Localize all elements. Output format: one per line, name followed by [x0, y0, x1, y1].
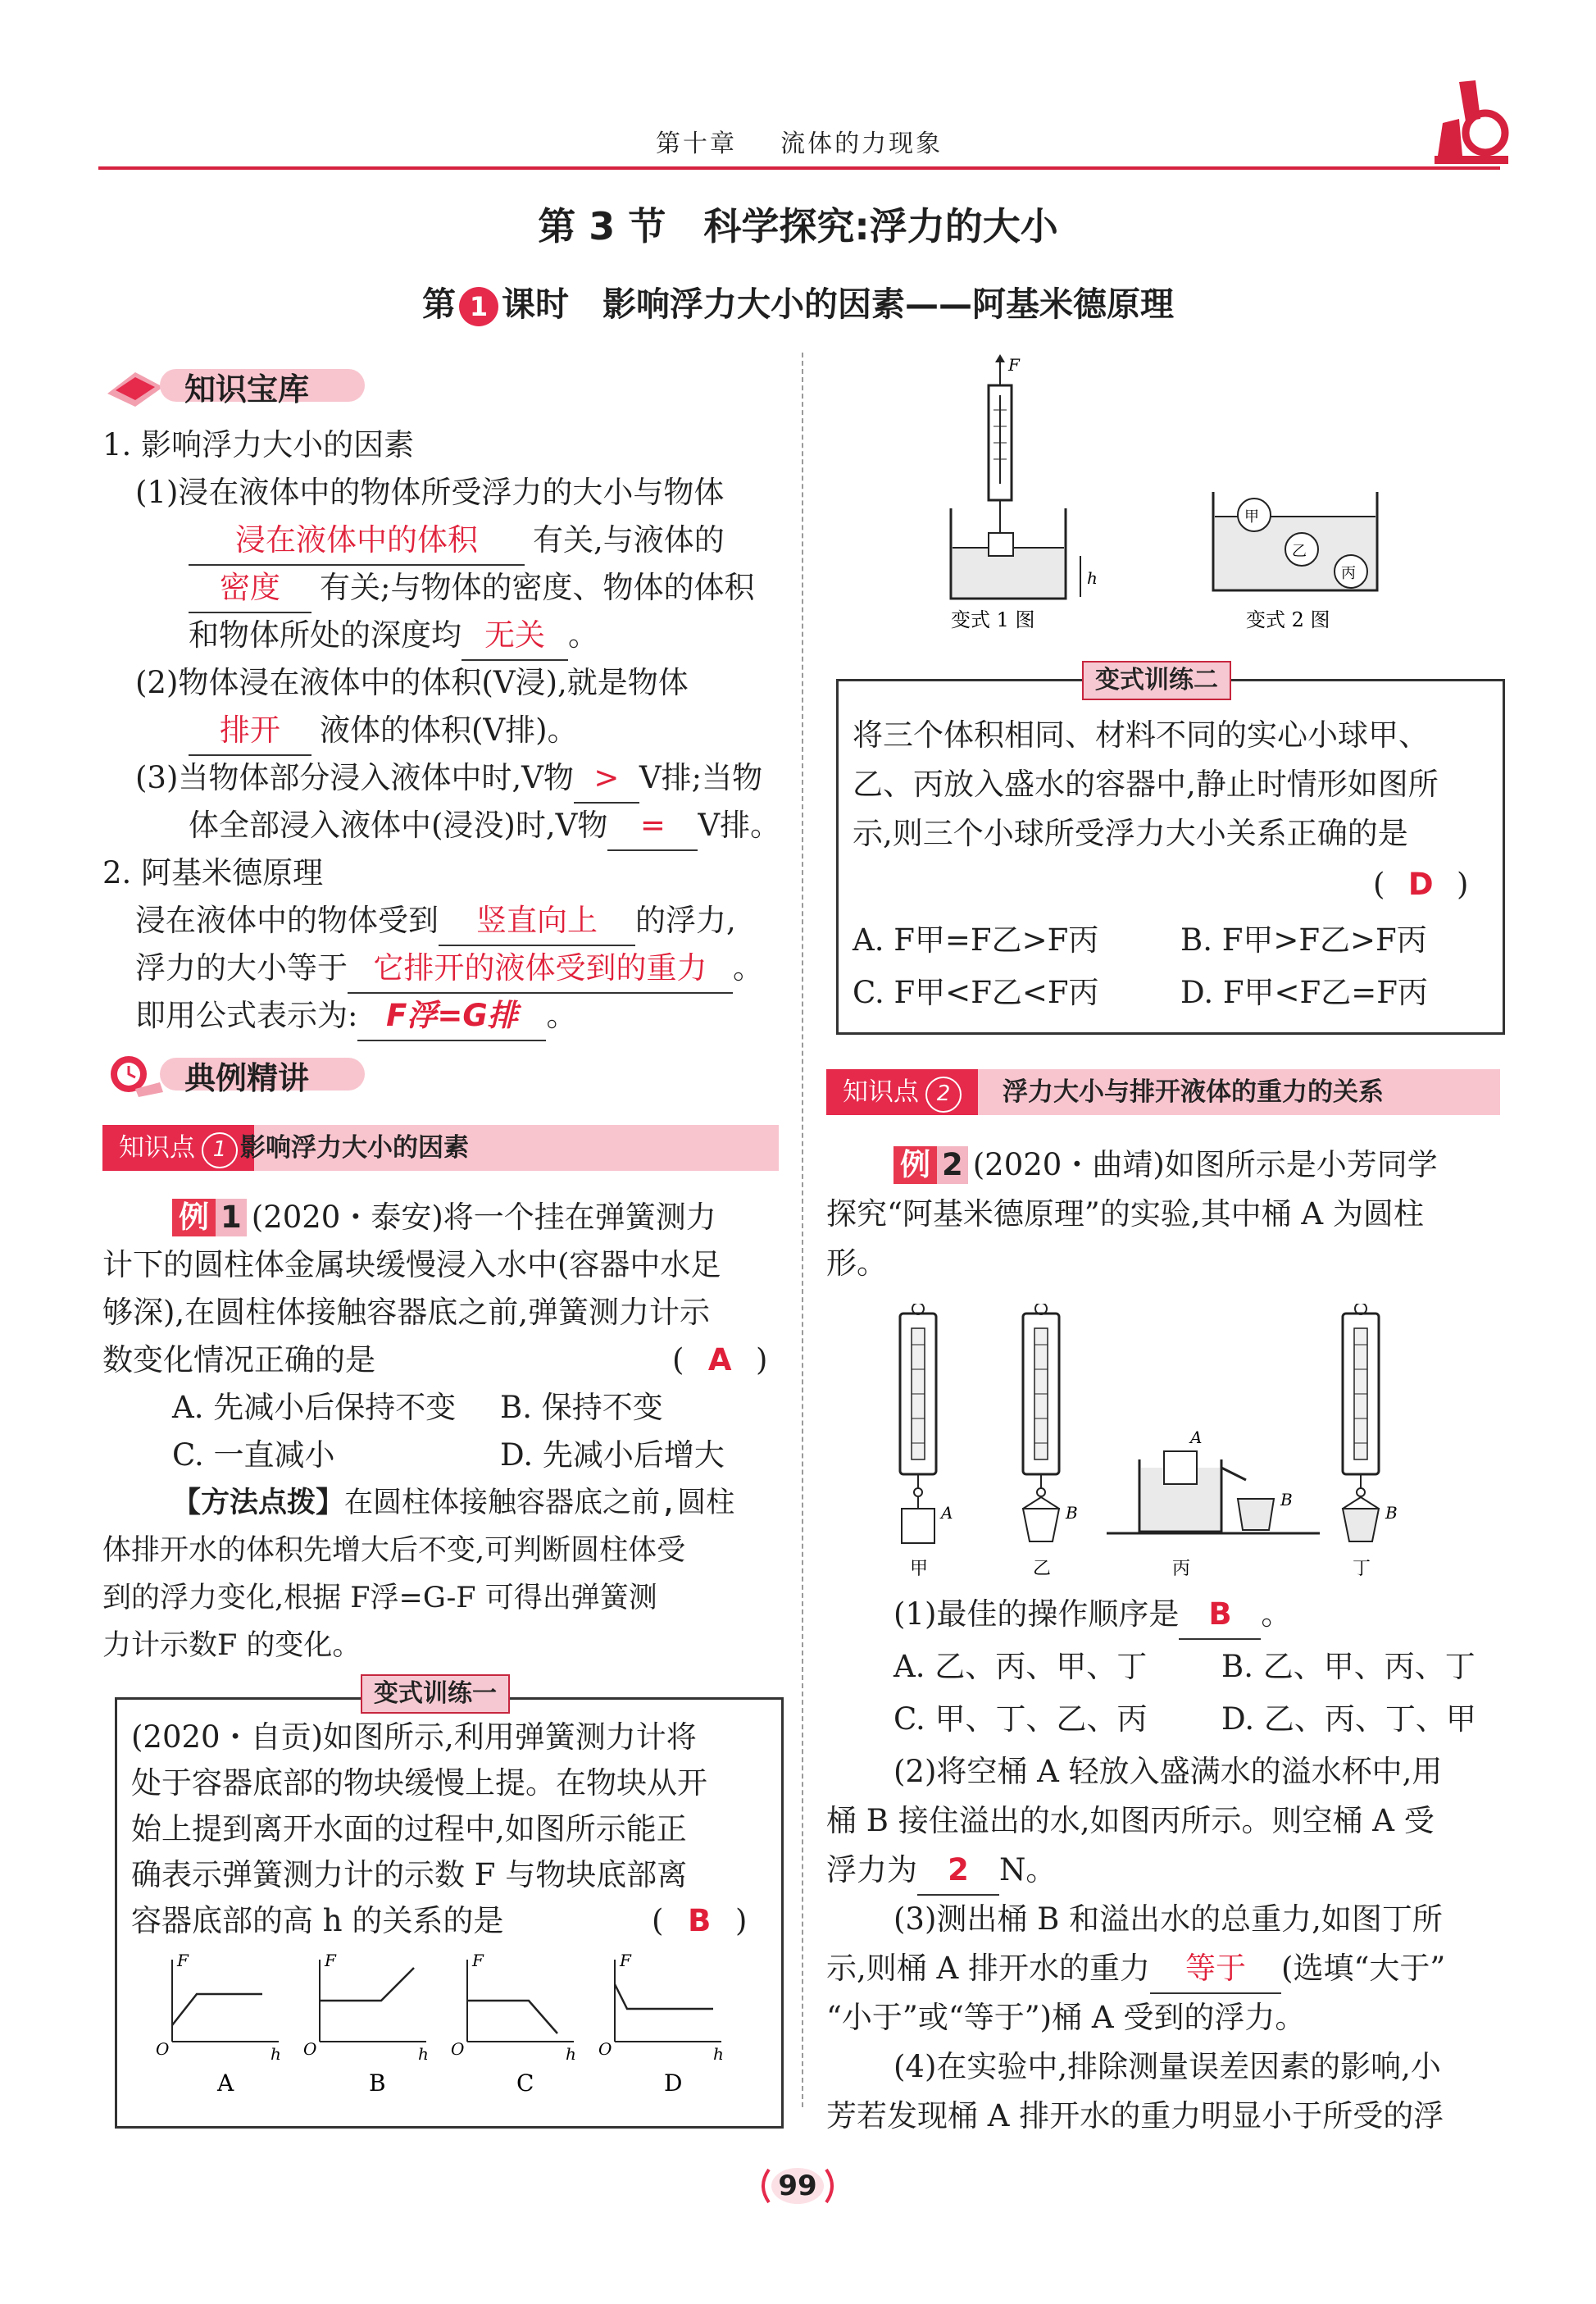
- answer: A: [707, 1342, 732, 1377]
- var2-answer: ( D ): [1373, 861, 1468, 908]
- kp1-title: 影响浮力大小的因素: [240, 1133, 469, 1163]
- kp1-label: [102, 1125, 254, 1171]
- answer: B: [688, 1903, 712, 1938]
- graph-c: [451, 1951, 576, 2097]
- var1-l2: 处于容器底部的物块缓慢上提。在物块从开: [131, 1765, 707, 1801]
- k-p1-l4: [189, 612, 598, 661]
- k-p3-l1: [135, 754, 762, 804]
- example-number: 1: [216, 1199, 247, 1236]
- answer-blank: 排开: [189, 707, 311, 756]
- text: N。: [999, 1852, 1057, 1887]
- answer-blank: F浮=G排: [357, 992, 546, 1041]
- text: 在圆柱体接触容器底之前,圆柱: [344, 1487, 735, 1519]
- answer-blank: 等于: [1150, 1945, 1281, 1994]
- text: 体全部浸入液体中(浸没)时,V物: [189, 808, 608, 843]
- graph-a: [156, 1951, 281, 2097]
- text: 。: [568, 617, 598, 653]
- ex1-l3: 够深),在圆柱体接触容器底之前,弹簧测力计示: [102, 1295, 710, 1330]
- answer-blank: 它排开的液体受到的重力: [348, 945, 733, 994]
- header-rule: [98, 166, 1500, 170]
- text: 。: [546, 998, 577, 1033]
- depth-label: h: [1087, 568, 1098, 588]
- graph-label: D: [664, 2070, 683, 2097]
- text: V排。: [698, 808, 781, 843]
- text: 。: [1261, 1596, 1292, 1632]
- text: 有关,与液体的: [533, 522, 725, 558]
- k-s2-l1: [135, 897, 736, 946]
- ex2-q2-l2: 桶 B 接住溢出的水,如图丙所示。则空桶 A 受: [826, 1803, 1435, 1838]
- var1-l1: (2020・自贡)如图所示,利用弹簧测力计将: [131, 1719, 697, 1755]
- ex2-opt-c: C. 甲、丁、乙、丙: [893, 1701, 1148, 1737]
- page-number: 99: [778, 2170, 817, 2202]
- axis-y: F: [472, 1951, 484, 1970]
- chapter-title: 流体的力现象: [780, 130, 944, 158]
- knowledge-heading: [102, 361, 373, 410]
- figure-example2: [844, 1304, 1476, 1582]
- ex2-q2-l3: [826, 1846, 1056, 1896]
- ball-label: 甲: [1244, 508, 1259, 526]
- examples-heading-text: 典例精讲: [184, 1060, 310, 1096]
- text: 浮力为: [826, 1852, 917, 1887]
- text: (3)当物体部分浸入液体中时,V物: [135, 760, 574, 795]
- text: 浮力的大小等于: [135, 950, 348, 986]
- example-number: 2: [937, 1146, 968, 1184]
- kp2-label: [826, 1069, 978, 1115]
- answer-blank: 2: [917, 1846, 999, 1896]
- text: V排;当物: [639, 760, 763, 795]
- variation2-title: 变式训练二: [1082, 661, 1231, 700]
- setup-label: 丁: [1353, 1559, 1371, 1579]
- text: 。: [733, 950, 763, 986]
- var2-opt-a: A. F甲=F乙>F丙: [853, 922, 1099, 958]
- example-tag: 例: [893, 1146, 937, 1184]
- text: (2020・曲靖)如图所示是小芳同学: [972, 1147, 1438, 1182]
- microscope-icon: [1426, 74, 1516, 168]
- var1-l4: 确表示弹簧测力计的示数 F 与物块底部离: [131, 1857, 688, 1892]
- axis-y: F: [177, 1951, 189, 1970]
- graph-label: B: [369, 2070, 386, 2097]
- lesson-prefix: 第: [422, 285, 456, 324]
- var1-graphs: [123, 1951, 771, 2115]
- k-p2-l1: (2)物体浸在液体中的体积(V浸),就是物体: [135, 665, 689, 700]
- lesson-suffix: 课时 影响浮力大小的因素——阿基米德原理: [502, 285, 1174, 324]
- ex2-q1: [893, 1591, 1291, 1640]
- kp1-number: 1: [202, 1132, 238, 1168]
- ex2-opt-a: A. 乙、丙、甲、丁: [893, 1649, 1148, 1684]
- origin: O: [156, 2039, 170, 2059]
- text: 和物体所处的深度均: [189, 617, 462, 653]
- setup-label: 丙: [1172, 1559, 1191, 1579]
- answer: D: [1407, 867, 1434, 902]
- ex2-q2-l1: (2)将空桶 A 轻放入盛满水的溢水杯中,用: [893, 1754, 1443, 1789]
- kp1-label-text: 知识点: [119, 1133, 195, 1163]
- text: 示,则桶 A 排开水的重力: [826, 1951, 1151, 1986]
- lesson-number-badge: 1: [459, 287, 498, 326]
- column-divider: [802, 353, 803, 2107]
- ex2-l1: [893, 1141, 1438, 1189]
- answer-blank: 竖直向上: [439, 897, 635, 946]
- kp1-tag: [102, 1125, 779, 1171]
- ex1-opt-c: C. 一直减小: [172, 1437, 335, 1473]
- setup-label: 甲: [910, 1559, 929, 1579]
- var2-l3: 示,则三个小球所受浮力大小关系正确的是: [853, 816, 1408, 851]
- ex1-l4: 数变化情况正确的是: [102, 1342, 375, 1377]
- ex1-opt-a: A. 先减小后保持不变: [172, 1390, 457, 1425]
- answer-blank: 无关: [462, 612, 568, 661]
- var2-opt-d: D. F甲<F乙=F丙: [1180, 975, 1428, 1010]
- axis-x: h: [713, 2044, 724, 2064]
- ex2-q3-l2: [826, 1945, 1445, 1994]
- answer-blank: =: [607, 802, 698, 851]
- graph-label: A: [217, 2070, 234, 2097]
- method-l4: 力计示数F 的变化。: [102, 1629, 361, 1662]
- kp2-number: 2: [925, 1077, 962, 1113]
- var2-l1: 将三个体积相同、材料不同的实心小球甲、: [853, 717, 1429, 753]
- method-l1: [172, 1479, 734, 1527]
- ball-label: 丙: [1341, 565, 1356, 582]
- axis-x: h: [566, 2044, 576, 2064]
- setup-jia: [900, 1304, 953, 1579]
- axis-y: F: [325, 1951, 336, 1970]
- bucket-label: A: [941, 1503, 953, 1523]
- bucket-label: B: [1066, 1503, 1078, 1523]
- setup-ding: [1343, 1304, 1398, 1579]
- running-header: [656, 123, 943, 159]
- origin: O: [451, 2039, 465, 2059]
- origin: O: [598, 2039, 612, 2059]
- bucket-label: B: [1385, 1503, 1398, 1523]
- text: (选填“大于”: [1281, 1951, 1446, 1986]
- bucket-label: B: [1280, 1490, 1293, 1509]
- k-s2-l2: [135, 945, 763, 994]
- kp2-tag: [826, 1069, 1500, 1115]
- ex2-q4-l2: 芳若发现桶 A 排开水的重力明显小于所受的浮: [826, 2098, 1444, 2133]
- ex2-l2: 探究“阿基米德原理”的实验,其中桶 A 为圆柱: [826, 1196, 1424, 1232]
- ex1-answer: ( A ): [672, 1336, 767, 1384]
- text: (2020・泰安)将一个挂在弹簧测力: [251, 1200, 716, 1235]
- var2-opt-c: C. F甲<F乙<F丙: [853, 975, 1099, 1010]
- ex1-l2: 计下的圆柱体金属块缓慢浸入水中(容器中水足: [102, 1247, 721, 1282]
- axis-y: F: [620, 1951, 631, 1970]
- graph-b: [303, 1951, 429, 2097]
- var1-l5: 容器底部的高 h 的关系的是: [131, 1903, 504, 1938]
- k-p2-l2: [189, 707, 578, 756]
- figure-variation1: [934, 353, 1115, 631]
- setup-bing: [1107, 1427, 1320, 1579]
- method-tag: 【方法点拨】: [172, 1487, 345, 1519]
- axis-x: h: [418, 2044, 429, 2064]
- section-title: 第 3 节 科学探究:浮力的大小: [538, 204, 1058, 248]
- ex2-q3-l1: (3)测出桶 B 和溢出水的总重力,如图丁所: [893, 1901, 1443, 1937]
- ex2-q3-l3: “小于”或“等于”)桶 A 受到的浮力。: [826, 2000, 1306, 2035]
- book-icon: [102, 361, 168, 410]
- answer-blank: 密度: [189, 564, 311, 613]
- k-s2-title: 2. 阿基米德原理: [102, 855, 324, 890]
- k-p1-l1: (1)浸在液体中的物体所受浮力的大小与物体: [135, 475, 725, 510]
- setup-label: 乙: [1033, 1559, 1052, 1579]
- force-label: F: [1008, 355, 1020, 375]
- ex1-opt-b: B. 保持不变: [500, 1390, 663, 1425]
- caption: 变式 2 图: [1246, 608, 1330, 631]
- text: 即用公式表示为:: [135, 998, 358, 1033]
- examples-heading: [102, 1050, 373, 1099]
- kp2-title: 浮力大小与排开液体的重力的关系: [1003, 1077, 1384, 1107]
- text: 有关;与物体的密度、物体的体积: [320, 570, 755, 605]
- graph-label: C: [516, 2070, 534, 2097]
- caption: 变式 1 图: [951, 608, 1035, 631]
- text: 浸在液体中的物体受到: [135, 903, 439, 938]
- text: 液体的体积(V排)。: [320, 713, 578, 748]
- chapter-number: 第十章: [656, 130, 737, 158]
- answer-blank: B: [1179, 1591, 1261, 1640]
- k-p1-title: 1. 影响浮力大小的因素: [102, 427, 415, 462]
- graph-d: [598, 1951, 724, 2097]
- origin: O: [303, 2039, 317, 2059]
- text: 的浮力,: [635, 903, 736, 938]
- text: (1)最佳的操作顺序是: [893, 1596, 1180, 1632]
- answer-blank: 浸在液体中的体积: [189, 517, 525, 566]
- k-p1-l3: [189, 564, 754, 613]
- answer-blank: >: [574, 754, 639, 804]
- k-p1-l2: [189, 517, 725, 566]
- method-l3: 到的浮力变化,根据 F浮=G-F 可得出弹簧测: [102, 1582, 657, 1614]
- setup-yi: [1023, 1304, 1078, 1579]
- ex2-opt-b: B. 乙、甲、丙、丁: [1221, 1649, 1476, 1684]
- var2-l2: 乙、丙放入盛水的容器中,静止时情形如图所: [853, 767, 1439, 802]
- lesson-title: [0, 277, 1596, 326]
- figure-variation2: [1205, 484, 1394, 631]
- ball-label: 乙: [1292, 543, 1307, 560]
- example-tag: 例: [172, 1199, 216, 1236]
- ex1-opt-d: D. 先减小后增大: [500, 1437, 725, 1473]
- var1-l3: 始上提到离开水面的过程中,如图所示能正: [131, 1811, 687, 1846]
- ex2-q4-l1: (4)在实验中,排除测量误差因素的影响,小: [893, 2049, 1441, 2084]
- clock-icon: [102, 1050, 168, 1099]
- ex1-l1: [172, 1194, 716, 1241]
- var2-opt-b: B. F甲>F乙>F丙: [1180, 922, 1427, 958]
- var1-answer: ( B ): [652, 1897, 747, 1945]
- k-p3-l2: [189, 802, 780, 851]
- ex2-l3: 形。: [826, 1245, 887, 1281]
- knowledge-heading-text: 知识宝库: [184, 371, 310, 408]
- method-l2: 体排开水的体积先增大后不变,可判断圆柱体受: [102, 1534, 686, 1567]
- bucket-label: A: [1190, 1427, 1203, 1447]
- page-number-badge: [753, 2161, 843, 2211]
- k-s2-l3: [135, 992, 576, 1041]
- kp2-label-text: 知识点: [843, 1077, 919, 1107]
- variation1-title: 变式训练一: [361, 1674, 510, 1714]
- ex2-opt-d: D. 乙、丙、丁、甲: [1221, 1701, 1476, 1737]
- axis-x: h: [271, 2044, 281, 2064]
